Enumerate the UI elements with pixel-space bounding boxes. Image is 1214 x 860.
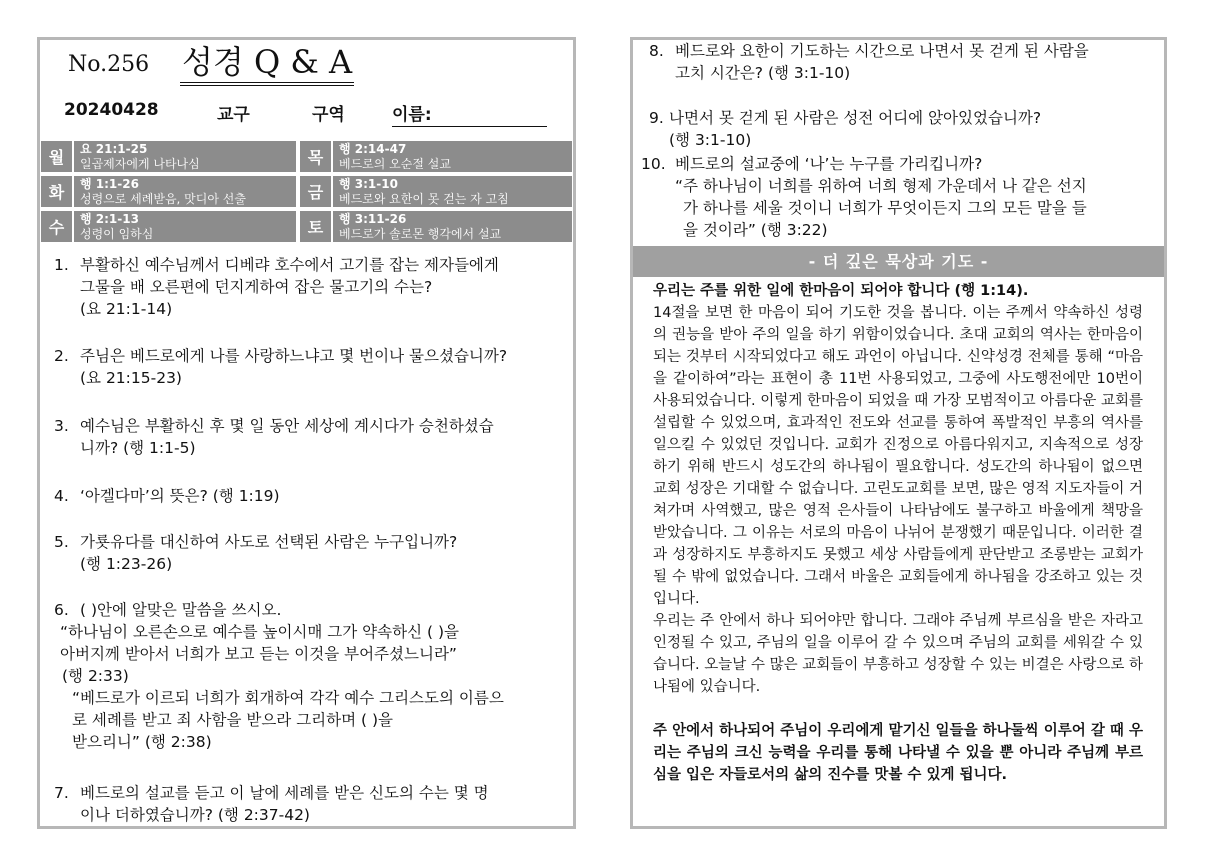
- schedule-ref: 요 21:1-25: [80, 142, 148, 156]
- question-5: [54, 531, 572, 575]
- schedule-row: [40, 210, 573, 243]
- schedule-day: 수: [40, 210, 73, 243]
- schedule-entry: [332, 210, 573, 243]
- schedule-day: 화: [40, 175, 73, 208]
- scripture-quote: “베드로가 이르되 너희가 회개하여 각각 예수 그리스도의 이름으: [72, 689, 504, 707]
- scripture-quote: 로 세례를 받고 죄 사함을 받으라 그리하며 ( )을: [72, 711, 394, 729]
- reading-schedule: [40, 140, 573, 245]
- question-number: 10.: [641, 155, 666, 173]
- schedule-desc: 베드로와 요한이 못 걷는 자 고침: [339, 192, 509, 206]
- question-8: [649, 40, 1167, 84]
- scripture-quote: 가 하나를 세울 것이니 너희가 무엇이든지 그의 모든 말을 들: [683, 199, 1087, 217]
- question-number: 7.: [54, 784, 69, 802]
- question-number: 6.: [54, 601, 69, 619]
- question-6: [54, 599, 572, 753]
- question-number: 8.: [649, 42, 664, 60]
- question-ref: (행 3:1-10): [669, 131, 752, 149]
- question-text: 베드로와 요한이 기도하는 시간으로 나면서 못 걷게 된 사람을: [675, 42, 1089, 60]
- schedule-row: [40, 140, 573, 173]
- schedule-day: 토: [299, 210, 332, 243]
- question-1: [54, 254, 572, 320]
- meditation-subtitle: 우리는 주를 위한 일에 한마음이 되어야 합니다 (행 1:14).: [653, 283, 1029, 299]
- schedule-desc: 베드로가 솔로몬 행각에서 설교: [339, 227, 502, 241]
- question-number: 4.: [54, 487, 69, 505]
- question-text: 베드로의 설교중에 ‘나’는 누구를 가리킵니까?: [675, 155, 983, 173]
- question-3: [54, 415, 572, 459]
- schedule-entry: [73, 210, 297, 243]
- issue-number: No.256: [68, 52, 150, 77]
- schedule-desc: 성령으로 세례받음, 맛디아 선출: [80, 192, 246, 206]
- question-ref: (행 1:23-26): [80, 555, 173, 573]
- question-text: ( )안에 알맞은 말씀을 쓰시오.: [80, 601, 282, 619]
- question-text: ‘아겔다마’의 뜻은? (행 1:19): [80, 487, 280, 505]
- question-number: 1.: [54, 256, 69, 274]
- zone-label: 구역: [312, 105, 345, 125]
- question-2: [54, 345, 572, 389]
- schedule-day: 금: [299, 175, 332, 208]
- schedule-row: [40, 175, 573, 208]
- question-number: 9.: [649, 109, 664, 127]
- question-7: [54, 782, 572, 826]
- question-number: 5.: [54, 533, 69, 551]
- scripture-quote: “주 하나님이 너희를 위하여 너희 형제 가운데서 나 같은 선지: [675, 177, 1087, 195]
- meditation-conclusion: 주 안에서 하나되어 주님이 우리에게 맡기신 일들을 하나둘씩 이루어 갈 때 우리는 주님의 크신 능력을 우리를 통해 나타낼 수 있을 뿐 아니라 주님께 부르심을 입은 자들로서의 삶의 진수를 맛볼 수 있게 됩니다.: [653, 723, 1143, 783]
- schedule-desc: 일곱제자에게 나타나심: [80, 157, 200, 171]
- schedule-desc: 성령이 임하심: [80, 227, 154, 241]
- schedule-ref: 행 1:1-26: [80, 177, 139, 191]
- schedule-entry: [332, 140, 573, 173]
- right-page: [630, 37, 1167, 829]
- schedule-day: 목: [299, 140, 332, 173]
- schedule-ref: 행 3:11-26: [339, 212, 407, 226]
- question-text: 부활하신 예수님께서 디베랴 호수에서 고기를 잡는 제자들에게: [80, 256, 499, 274]
- schedule-entry: [73, 140, 297, 173]
- question-text: 주님은 베드로에게 나를 사랑하느냐고 몇 번이나 물으셨습니까?: [80, 347, 508, 365]
- schedule-desc: 베드로의 오순절 설교: [339, 157, 451, 171]
- schedule-ref: 행 2:1-13: [80, 212, 139, 226]
- header-info-row: [62, 100, 572, 130]
- meditation-paragraph: 14절을 보면 한 마음이 되어 기도한 것을 봅니다. 이는 주께서 약속하신 성령의 권능을 받아 주의 일을 하기 위함이었습니다. 초대 교회의 역사는 한마음이 되는 것부터 시작되었다고 해도 과언이 아닙니다. 신약성경 전체를 통해 “마음을 같이하여”라는 표현이 총 11번 사용되었고, 그중에 사도행전에만 10번이 사용되었습니다. 이렇게 한마음이 되었을 때 가장 모범적이고 아름다운 교회를 설립할 수 있었으며, 효과적인 전도와 선교를 통하여 폭발적인 부흥의 역사를 일으킬 수 있었던 것입니다. 교회가 진정으로 아름다워지고, 지속적으로 성장하기 위해 반드시 성도간의 하나됨이 필요합니다. 성도간의 하나됨이 없으면 교회 성장은 기대할 수 없습니다. 고린도교회를 보면, 많은 영적 지도자들이 거쳐가며 사역했고, 많은 영적 은사들이 나타남에도 불구하고 바울에게 책망을 받았습니다. 그 이유는 서로의 마음이 나뉘어 분쟁했기 때문입니다. 이러한 결과 성장하지도 부흥하지도 못했고 세상 사람들에게 판단받고 조롱받는 교회가 될 수 밖에 없었습니다. 그래서 바울은 교회들에게 하나됨을 강조하고 있는 것입니다.: [653, 305, 1143, 607]
- question-text: 나면서 못 걷게 된 사람은 성전 어디에 앉아있었습니까?: [669, 109, 1042, 127]
- question-ref: (요 21:15-23): [80, 369, 182, 387]
- scripture-quote: “하나님이 오른손으로 예수를 높이시매 그가 약속하신 ( )을: [60, 623, 459, 641]
- left-page: [37, 37, 576, 829]
- schedule-entry: [332, 175, 573, 208]
- scripture-quote: 아버지께 받아서 너희가 보고 듣는 이것을 부어주셨느니라”: [60, 645, 457, 663]
- question-number: 3.: [54, 417, 69, 435]
- question-text: 베드로의 설교를 듣고 이 날에 세례를 받은 신도의 수는 몇 명: [80, 784, 489, 802]
- schedule-entry: [73, 175, 297, 208]
- schedule-ref: 행 2:14-47: [339, 142, 407, 156]
- question-text: 고치 시간은? (행 3:1-10): [675, 64, 851, 82]
- date: 20240428: [64, 100, 159, 120]
- scripture-quote: 을 것이라” (행 3:22): [683, 221, 828, 239]
- question-text: 예수님은 부활하신 후 몇 일 동안 세상에 계시다가 승천하셨습: [80, 417, 494, 435]
- question-ref: (요 21:1-14): [80, 300, 173, 318]
- spacer: [653, 698, 1143, 720]
- question-ref: (행 2:33): [62, 667, 129, 685]
- question-number: 2.: [54, 347, 69, 365]
- question-9: [649, 107, 1167, 151]
- question-text: 이나 더하였습니까? (행 2:37-42): [80, 806, 310, 824]
- question-text: 니까? (행 1:1-5): [80, 439, 196, 457]
- question-4: [54, 485, 572, 507]
- question-text: 가룟유다를 대신하여 사도로 선택된 사람은 누구입니까?: [80, 533, 458, 551]
- page-title: 성경 Q & A: [180, 42, 354, 86]
- meditation-heading: - 더 깊은 묵상과 기도 -: [633, 246, 1164, 277]
- meditation-body: [653, 280, 1143, 786]
- name-label: 이름:: [392, 105, 432, 125]
- question-text: 그물을 배 오른편에 던지게하여 잡은 물고기의 수는?: [80, 278, 433, 296]
- schedule-ref: 행 3:1-10: [339, 177, 398, 191]
- meditation-paragraph: 우리는 주 안에서 하나 되어야만 합니다. 그래야 주님께 부르심을 받은 자라고 인정될 수 있고, 주님의 일을 이루어 갈 수 있으며 주님의 교회를 세워갈 수 있습니다. 오늘날 수 많은 교회들이 부흥하고 성장할 수 있는 비결은 사랑으로 하나됨에 있습니다.: [653, 613, 1143, 695]
- schedule-day: 월: [40, 140, 73, 173]
- district-label: 교구: [217, 105, 250, 125]
- name-field[interactable]: [392, 100, 547, 127]
- question-10: [641, 153, 1159, 241]
- scripture-quote: 받으리니” (행 2:38): [72, 733, 212, 751]
